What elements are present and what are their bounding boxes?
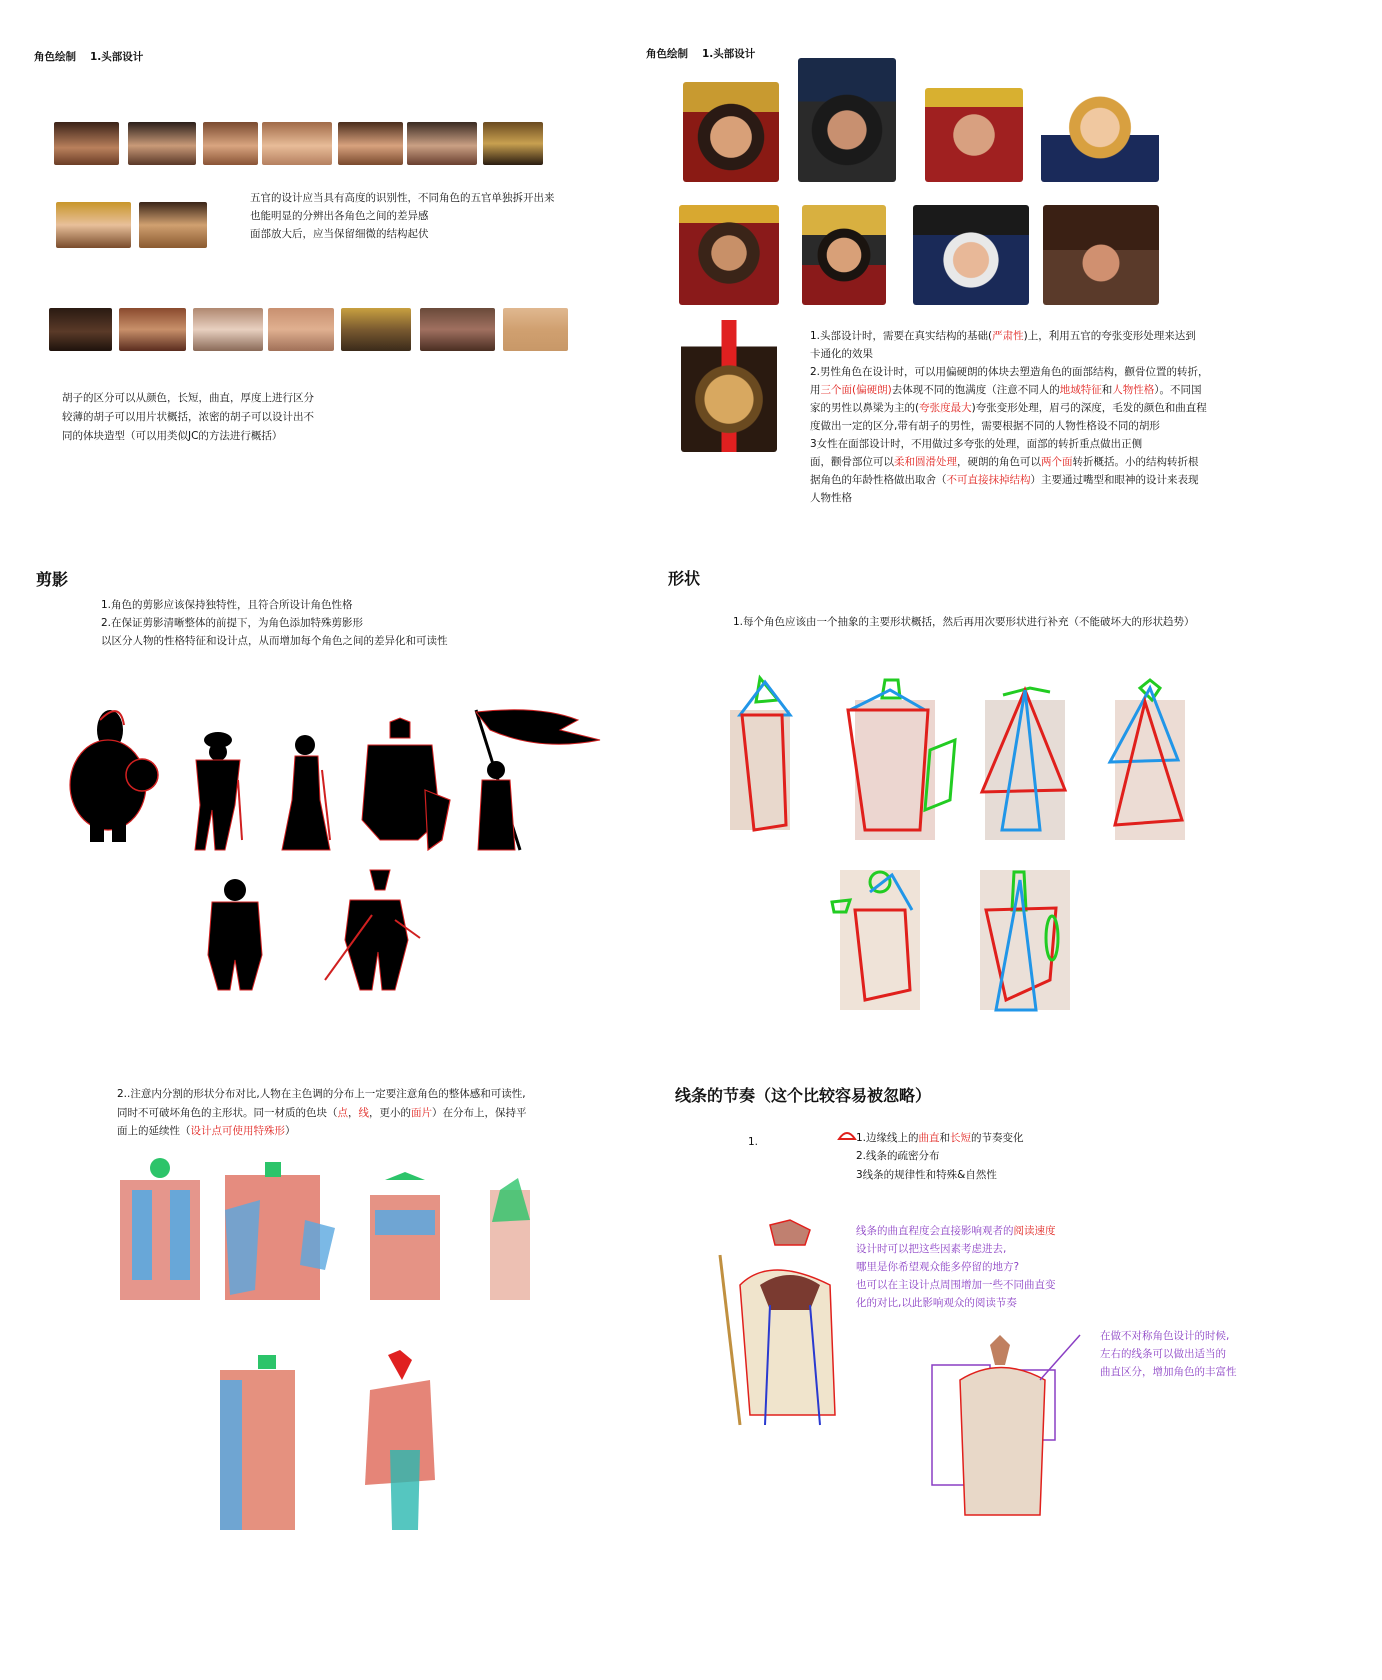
- rhythm-number: 1.: [748, 1136, 759, 1148]
- panel5-line-1: 2..注意内分割的形状分布对比,人物在主色调的分布上一定要注意角色的整体感和可读性,: [117, 1088, 526, 1100]
- color-figure-6: [365, 1350, 435, 1530]
- shape-title: 形状: [668, 569, 701, 588]
- text: ，硬朗的角色可以: [957, 456, 1041, 468]
- panel1-subheader: 1.头部设计: [90, 51, 144, 63]
- silhouette-title: 剪影: [36, 570, 69, 589]
- beard-desc-3: 同的体块造型（可以用类似JC的方法进行概括）: [62, 430, 283, 442]
- eye-thumbnail: [139, 202, 207, 248]
- beard-thumbnail: [268, 308, 334, 351]
- highlight: 两个面: [1041, 456, 1073, 468]
- shape-figure-2: [848, 680, 955, 840]
- text: 和: [1101, 384, 1113, 396]
- text: ）在分布上，保持平: [432, 1107, 527, 1119]
- egyptian-queen-portrait: [802, 205, 886, 305]
- p2-line: [810, 399, 1207, 418]
- text: ）主要通过嘴型和眼神的设计来表现: [1030, 474, 1199, 486]
- p2-line: [810, 381, 1201, 400]
- highlight: 严肃性: [992, 330, 1024, 342]
- line-rhythm-figures: [700, 1215, 1120, 1675]
- silhouette-cavalier: [208, 879, 262, 990]
- rhythm-note-8: 曲直区分，增加角色的丰富性: [1100, 1366, 1237, 1378]
- highlight: 设计点可使用特殊形: [190, 1125, 285, 1137]
- p2-line: [810, 471, 1199, 490]
- text: 据角色的年龄性格做出取舍（: [810, 474, 947, 486]
- rhythm-note-3: 哪里是你希望观众能多停留的地方?: [856, 1261, 1020, 1273]
- face-desc-1: 五官的设计应当具有高度的识别性，不同角色的五官单独拆开出来: [250, 192, 555, 204]
- beard-thumbnail: [49, 308, 112, 351]
- beard-thumbnail: [420, 308, 495, 351]
- highlight: 三个面(偏硬朗): [820, 384, 892, 396]
- p2-line: 2.男性角色在设计时，可以用偏硬朗的体块去塑造角色的面部结构，颧骨位置的转折，: [810, 366, 1209, 378]
- color-figure-5: [220, 1355, 295, 1530]
- beard-desc-1: 胡子的区分可以从颜色，长短，曲直，厚度上进行区分: [62, 392, 314, 404]
- text: 去体现不同的饱满度（注意不同人的: [891, 384, 1060, 396]
- rhythm-note-6: 在做不对称角色设计的时候,: [1100, 1330, 1230, 1342]
- text: 面上的延续性（: [117, 1125, 191, 1137]
- p2-line: 度做出一定的区分,带有胡子的男性，需要根据不同的人物性格设不同的胡形: [810, 420, 1160, 432]
- text: 的节奏变化: [971, 1132, 1024, 1144]
- color-figure-4: [490, 1178, 530, 1300]
- eye-thumbnail: [54, 122, 119, 165]
- panel2-subheader: 1.头部设计: [702, 48, 756, 60]
- hoplite-figure: [932, 1335, 1080, 1515]
- text: ）: [285, 1125, 296, 1137]
- king-portrait: [679, 205, 779, 305]
- rhythm-note-4: 也可以在主设计点周围增加一些不同曲直变: [856, 1279, 1056, 1291]
- rhythm-note-7: 左右的线条可以做出适当的: [1100, 1348, 1226, 1360]
- text: 面，颧骨部位可以: [810, 456, 894, 468]
- text: ）。不同国: [1154, 384, 1202, 396]
- eye-thumbnail: [407, 122, 477, 165]
- rhythm-note-5: 化的对比,以此影响观众的阅读节奏: [856, 1297, 1017, 1309]
- color-figure-1: [120, 1158, 200, 1300]
- silhouette-spartan: [70, 710, 158, 842]
- panel5-line-3: [117, 1122, 296, 1141]
- beard-thumbnail: [503, 308, 568, 351]
- rhythm-title: 线条的节奏（这个比较容易被忽略）: [675, 1086, 932, 1105]
- p2-line: 3女性在面部设计时，不用做过多夸张的处理，面部的转折重点做出正侧: [810, 438, 1143, 450]
- shape-line: 1.每个角色应该由一个抽象的主要形状概括，然后再用次要形状进行补充（不能破坏大的形状趋势）: [733, 616, 1195, 628]
- color-figure-3: [370, 1172, 440, 1300]
- face-desc-2: 也能明显的分辨出各角色之间的差异感: [250, 210, 429, 222]
- text: 1.边缘线上的: [856, 1132, 919, 1144]
- text: 用: [810, 384, 821, 396]
- young-knight-portrait: [1041, 88, 1159, 182]
- text: )夸张变形处理，眉弓的深度，毛发的颜色和曲直程: [971, 402, 1207, 414]
- curve-icon: [838, 1129, 856, 1141]
- text: )上，利用五官的夸张变形处理来达到: [1023, 330, 1196, 342]
- shape-figure-1: [730, 678, 790, 830]
- silhouette-line-2: 2.在保证剪影清晰整体的前提下，为角色添加特殊剪影形: [101, 617, 364, 629]
- highlight: 点: [337, 1107, 348, 1119]
- text: 同时不可破坏角色的主形状。同一材质的色块（: [117, 1107, 338, 1119]
- silhouette-figures: [0, 690, 640, 1000]
- p2-line: 卡通化的效果: [810, 348, 873, 360]
- bishop-figure: [720, 1220, 835, 1425]
- highlight: 长短: [950, 1132, 972, 1144]
- panel1-header: 角色绘制: [34, 51, 76, 63]
- roman-emperor-portrait: [925, 88, 1023, 182]
- silhouette-flag-bearer: [476, 710, 600, 850]
- panel2-header: 角色绘制: [646, 48, 688, 60]
- text: 线条的曲直程度会直接影响观者的: [856, 1225, 1014, 1237]
- samurai-portrait: [683, 82, 779, 182]
- highlight: 柔和圆滑处理: [894, 456, 957, 468]
- silhouette-samurai: [325, 870, 420, 990]
- p2-line: 人物性格: [810, 492, 852, 504]
- sultan-portrait: [798, 58, 896, 182]
- silhouette-musketeer: [195, 732, 242, 850]
- text: 家的男性以鼻梁为主的(: [810, 402, 920, 414]
- p2-line: [810, 327, 1196, 346]
- spartan-portrait: [681, 320, 777, 452]
- eye-thumbnail: [56, 202, 131, 248]
- highlight: 夸张度最大: [919, 402, 972, 414]
- text: 1.头部设计时，需要在真实结构的基础(: [810, 330, 993, 342]
- shape-diagrams: [720, 670, 1240, 1030]
- panel5-line-2: [117, 1104, 527, 1123]
- silhouette-line-1: 1.角色的剪影应该保持独特性，且符合所设计角色性格: [101, 599, 353, 611]
- eye-thumbnail: [203, 122, 258, 165]
- shape-figure-4: [1110, 680, 1185, 840]
- highlight: 曲直: [918, 1132, 940, 1144]
- rhythm-item-1: [856, 1129, 1024, 1148]
- highlight: 地域特征: [1059, 384, 1102, 396]
- highlight: 人物性格: [1112, 384, 1155, 396]
- highlight: 面片: [411, 1107, 432, 1119]
- russian-noble-portrait: [1043, 205, 1159, 305]
- beard-desc-2: 较薄的胡子可以用片状概括，浓密的胡子可以设计出不: [62, 411, 314, 423]
- rhythm-note-2: 设计时可以把这些因素考虑进去,: [856, 1243, 1007, 1255]
- beard-thumbnail: [341, 308, 411, 351]
- text: ，更小的: [369, 1107, 411, 1119]
- highlight: 线: [358, 1107, 369, 1119]
- color-figure-2: [225, 1162, 335, 1300]
- p2-line: [810, 453, 1199, 472]
- shape-figure-5: [832, 870, 920, 1010]
- beard-thumbnail: [193, 308, 263, 351]
- eye-thumbnail: [338, 122, 403, 165]
- text: 和: [939, 1132, 951, 1144]
- highlight: 阅读速度: [1013, 1225, 1056, 1237]
- text: 转折概括。小的结构转折根: [1072, 456, 1199, 468]
- shape-figure-6: [980, 870, 1070, 1010]
- text: ，: [348, 1107, 359, 1119]
- eye-thumbnail: [262, 122, 332, 165]
- silhouette-king: [362, 718, 450, 850]
- silhouette-line-3: 以区分人物的性格特征和设计点，从而增加每个角色之间的差异化和可读性: [101, 635, 448, 647]
- eye-thumbnail: [128, 122, 196, 165]
- highlight: 不可直接抹掉结构: [946, 474, 1031, 486]
- face-desc-3: 面部放大后，应当保留细微的结构起伏: [250, 228, 429, 240]
- silhouette-queen: [282, 735, 330, 850]
- color-block-figures: [100, 1150, 580, 1550]
- helmet-eye-thumbnail: [483, 122, 543, 165]
- rhythm-item-2: 2.线条的疏密分布: [856, 1150, 940, 1162]
- rhythm-item-3: 3线条的规律性和特殊&自然性: [856, 1169, 997, 1181]
- beard-thumbnail: [119, 308, 186, 351]
- general-portrait: [913, 205, 1029, 305]
- shape-figure-3: [982, 688, 1065, 840]
